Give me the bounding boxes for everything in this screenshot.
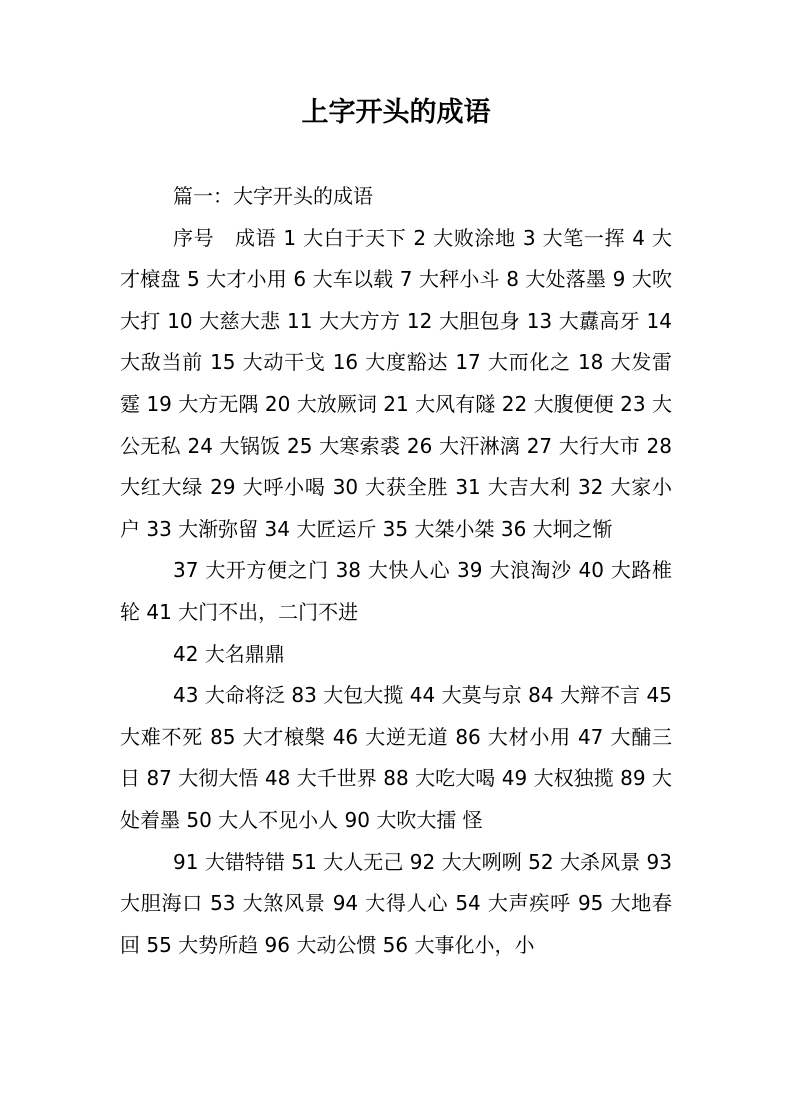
idiom-paragraph: 37 大开方便之门 38 大快人心 39 大浪淘沙 40 大路椎轮 41 大门不出，二门不进 [120, 558, 672, 624]
document-body [120, 176, 672, 966]
idiom-paragraph: 42 大名鼎鼎 [173, 641, 285, 666]
idiom-paragraph: 43 大命将泛 83 大包大揽 44 大莫与京 84 大辩不言 45 大难不死 85 大才榱槃 46 大逆无道 86 大材小用 47 大酺三日 87 大彻大悟 48 大千世界 88 大吃大喝 49 大权独揽 89 大处着墨 50 大人不见小人 90 大吹大擂 怪 [120, 683, 672, 832]
section-heading: 篇一：大字开头的成语 [173, 184, 373, 208]
document-title: 上字开头的成语 [301, 97, 491, 128]
idiom-paragraph: 序号 成语 1 大白于天下 2 大败涂地 3 大笔一挥 4 大才榱盘 5 大才小用 6 大车以载 7 大秤小斗 8 大处落墨 9 大吹大打 10 大慈大悲 11 大大方方 12 大胆包身 13 大纛高牙 14 大敌当前 15 大动干戈 16 大度豁达 17 大而化之 18 大发雷霆 19 大方无隅 20 大放厥词 21 大风有隧 22 大腹便便 23 大公无私 24 大锅饭 25 大寒索裘 26 大汗淋漓 27 大行大市 28 大红大绿 29 大呼小喝 30 大获全胜 31 大吉大利 32 大家小户 33 大渐弥留 34 大匠运斤 35 大桀小桀 36 大坰之惭 [120, 225, 672, 541]
idiom-paragraph: 91 大错特错 51 大人无己 92 大大咧咧 52 大杀风景 93 大胆海口 53 大煞风景 94 大得人心 54 大声疾呼 95 大地春回 55 大势所趋 96 大动公惯 56 大事化小，小 [120, 849, 672, 957]
